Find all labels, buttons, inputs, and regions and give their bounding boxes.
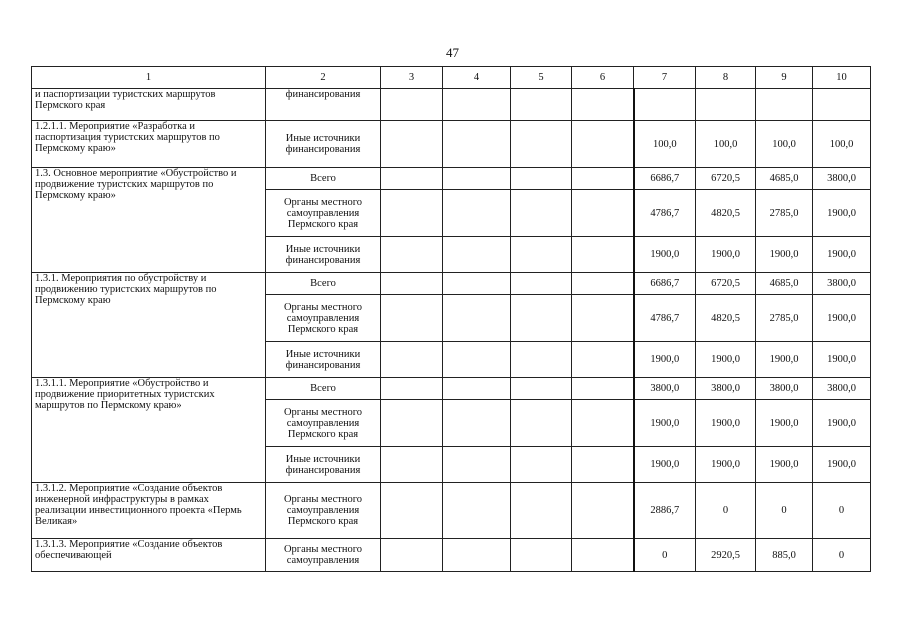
value-cell: 1900,0: [634, 447, 696, 483]
value-cell: 3800,0: [634, 378, 696, 400]
header-row: [32, 67, 871, 89]
activity-name-cell: 1.3.1.3. Мероприятие «Создание объектов обеспечивающей: [32, 539, 266, 572]
empty-cell: [511, 273, 572, 295]
table-row: [32, 121, 871, 168]
empty-cell: [511, 168, 572, 190]
value-cell: 3800,0: [696, 378, 756, 400]
value-cell: 2785,0: [756, 295, 813, 342]
value-cell: 3800,0: [813, 168, 871, 190]
column-header: 9: [756, 67, 813, 89]
value-cell: 1900,0: [813, 342, 871, 378]
value-cell: 1900,0: [813, 295, 871, 342]
empty-cell: [511, 295, 572, 342]
funding-source-cell: Всего: [266, 273, 381, 295]
table-row: [32, 378, 871, 400]
value-cell: 6686,7: [634, 168, 696, 190]
budget-table: [31, 66, 871, 572]
value-cell: [634, 89, 696, 121]
activity-name-cell: 1.3.1.2. Мероприятие «Создание объектов инженерной инфраструктуры в рамках реализации инвестиционного проекта «Пермь Великая»: [32, 483, 266, 539]
value-cell: 2920,5: [696, 539, 756, 572]
column-header: 2: [266, 67, 381, 89]
value-cell: 2785,0: [756, 190, 813, 237]
empty-cell: [511, 378, 572, 400]
value-cell: 1900,0: [756, 237, 813, 273]
funding-source-cell: Органы местного самоуправления Пермского края: [266, 190, 381, 237]
empty-cell: [572, 378, 634, 400]
value-cell: 4786,7: [634, 190, 696, 237]
empty-cell: [381, 400, 443, 447]
value-cell: 1900,0: [696, 447, 756, 483]
page-number: 47: [446, 45, 459, 60]
value-cell: 1900,0: [813, 190, 871, 237]
empty-cell: [572, 483, 634, 539]
value-cell: 4786,7: [634, 295, 696, 342]
value-cell: 100,0: [634, 121, 696, 168]
value-cell: 0: [756, 483, 813, 539]
value-cell: 6720,5: [696, 168, 756, 190]
column-header: 4: [443, 67, 511, 89]
empty-cell: [381, 342, 443, 378]
value-cell: 0: [696, 483, 756, 539]
funding-source-cell: финансирования: [266, 89, 381, 121]
empty-cell: [443, 190, 511, 237]
funding-source-cell: Органы местного самоуправления Пермского края: [266, 295, 381, 342]
column-header: 10: [813, 67, 871, 89]
activity-name-cell: и паспортизации туристских маршрутов Пермского края: [32, 89, 266, 121]
value-cell: 1900,0: [813, 400, 871, 447]
funding-source-cell: Органы местного самоуправления Пермского края: [266, 483, 381, 539]
column-header: 8: [696, 67, 756, 89]
empty-cell: [511, 121, 572, 168]
empty-cell: [443, 273, 511, 295]
empty-cell: [381, 273, 443, 295]
value-cell: [813, 89, 871, 121]
empty-cell: [572, 342, 634, 378]
value-cell: 1900,0: [813, 237, 871, 273]
funding-source-cell: Иные источники финансирования: [266, 447, 381, 483]
value-cell: [696, 89, 756, 121]
empty-cell: [443, 295, 511, 342]
funding-source-cell: Органы местного самоуправления: [266, 539, 381, 572]
empty-cell: [381, 483, 443, 539]
empty-cell: [443, 539, 511, 572]
activity-name-cell: 1.3. Основное мероприятие «Обустройство и продвижение туристских маршрутов по Пермскому краю»: [32, 168, 266, 273]
table-row: [32, 168, 871, 190]
empty-cell: [572, 121, 634, 168]
empty-cell: [443, 483, 511, 539]
empty-cell: [511, 342, 572, 378]
empty-cell: [381, 447, 443, 483]
empty-cell: [381, 89, 443, 121]
empty-cell: [381, 539, 443, 572]
value-cell: 100,0: [696, 121, 756, 168]
funding-source-cell: Всего: [266, 168, 381, 190]
empty-cell: [572, 539, 634, 572]
value-cell: 4685,0: [756, 273, 813, 295]
empty-cell: [572, 295, 634, 342]
activity-name-cell: 1.3.1. Мероприятия по обустройству и продвижению туристских маршрутов по Пермскому краю: [32, 273, 266, 378]
value-cell: 0: [813, 483, 871, 539]
table-row: [32, 273, 871, 295]
table-row: [32, 483, 871, 539]
empty-cell: [443, 378, 511, 400]
empty-cell: [511, 190, 572, 237]
value-cell: 6686,7: [634, 273, 696, 295]
empty-cell: [443, 168, 511, 190]
empty-cell: [443, 89, 511, 121]
empty-cell: [511, 400, 572, 447]
funding-source-cell: Органы местного самоуправления Пермского края: [266, 400, 381, 447]
table-row: [32, 89, 871, 121]
empty-cell: [381, 237, 443, 273]
empty-cell: [572, 168, 634, 190]
empty-cell: [511, 483, 572, 539]
empty-cell: [443, 447, 511, 483]
empty-cell: [443, 342, 511, 378]
empty-cell: [511, 237, 572, 273]
value-cell: 3800,0: [813, 378, 871, 400]
activity-name-cell: 1.2.1.1. Мероприятие «Разработка и паспортизация туристских маршрутов по Пермскому краю»: [32, 121, 266, 168]
empty-cell: [443, 237, 511, 273]
value-cell: 1900,0: [634, 237, 696, 273]
value-cell: 3800,0: [756, 378, 813, 400]
value-cell: 4820,5: [696, 190, 756, 237]
value-cell: 4820,5: [696, 295, 756, 342]
value-cell: 1900,0: [634, 400, 696, 447]
funding-source-cell: Всего: [266, 378, 381, 400]
empty-cell: [381, 190, 443, 237]
funding-source-cell: Иные источники финансирования: [266, 121, 381, 168]
value-cell: 885,0: [756, 539, 813, 572]
empty-cell: [511, 89, 572, 121]
value-cell: 4685,0: [756, 168, 813, 190]
empty-cell: [443, 400, 511, 447]
value-cell: 3800,0: [813, 273, 871, 295]
empty-cell: [381, 295, 443, 342]
value-cell: 1900,0: [696, 342, 756, 378]
empty-cell: [572, 89, 634, 121]
column-header: 1: [32, 67, 266, 89]
empty-cell: [572, 400, 634, 447]
empty-cell: [381, 168, 443, 190]
value-cell: 1900,0: [696, 237, 756, 273]
value-cell: 1900,0: [813, 447, 871, 483]
empty-cell: [511, 447, 572, 483]
table-row: [32, 539, 871, 572]
empty-cell: [381, 378, 443, 400]
value-cell: 1900,0: [696, 400, 756, 447]
value-cell: 2886,7: [634, 483, 696, 539]
empty-cell: [572, 273, 634, 295]
empty-cell: [572, 237, 634, 273]
value-cell: [756, 89, 813, 121]
value-cell: 1900,0: [634, 342, 696, 378]
column-header: 5: [511, 67, 572, 89]
value-cell: 0: [813, 539, 871, 572]
value-cell: 1900,0: [756, 342, 813, 378]
activity-name-cell: 1.3.1.1. Мероприятие «Обустройство и продвижение приоритетных туристских маршрутов по Пермскому краю»: [32, 378, 266, 483]
empty-cell: [443, 121, 511, 168]
column-header: 6: [572, 67, 634, 89]
empty-cell: [572, 190, 634, 237]
empty-cell: [511, 539, 572, 572]
value-cell: 100,0: [813, 121, 871, 168]
funding-source-cell: Иные источники финансирования: [266, 342, 381, 378]
value-cell: 6720,5: [696, 273, 756, 295]
empty-cell: [381, 121, 443, 168]
value-cell: 0: [634, 539, 696, 572]
value-cell: 100,0: [756, 121, 813, 168]
value-cell: 1900,0: [756, 400, 813, 447]
value-cell: 1900,0: [756, 447, 813, 483]
column-header: 7: [634, 67, 696, 89]
empty-cell: [572, 447, 634, 483]
column-header: 3: [381, 67, 443, 89]
funding-source-cell: Иные источники финансирования: [266, 237, 381, 273]
